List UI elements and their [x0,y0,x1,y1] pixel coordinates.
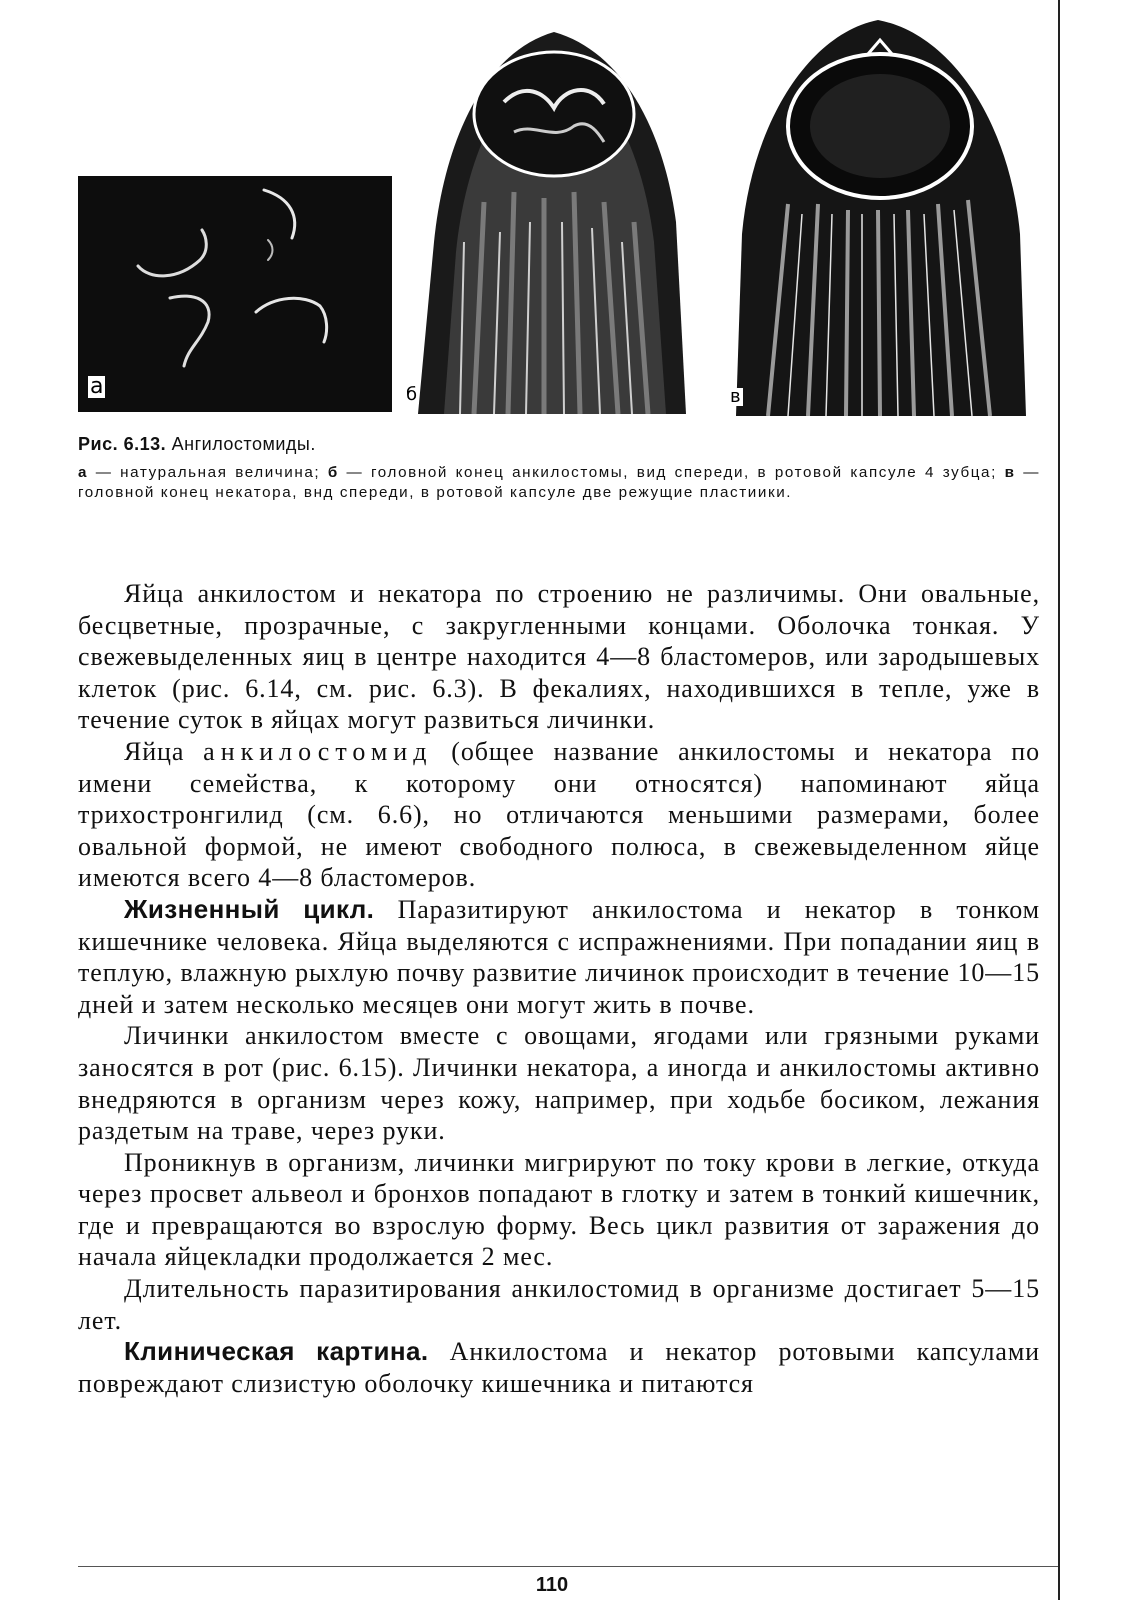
caption-text-a: — натуральная величина; [88,464,328,481]
paragraph-ancylostomid-eggs [78,736,1040,894]
paragraph-text: Яйца [124,736,204,766]
caption-title [78,434,1040,455]
ancylostoma-head-micrograph [404,22,690,414]
bottom-rule [78,1566,1058,1567]
paragraph-text: Анкилостома и некатор ротовыми капсулами повреждают слизистую оболочку кишечника и питаются [78,1337,1040,1398]
necator-head-micrograph [728,14,1028,416]
paragraph-clinical [78,1336,1040,1399]
spaced-term: анкилостомид [203,736,433,766]
panel-label-a: a [90,374,104,399]
figure-caption [78,434,1040,502]
hookworms-natural-size-photo [78,176,392,412]
page-edge [1058,0,1060,1600]
caption-text [78,463,1040,502]
caption-number: Рис. 6.13. [78,434,167,454]
caption-key-b: б [327,464,339,481]
paragraph-eggs: Яйца анкилостом и некатора по строению не различимы. Они овальные, бесцветные, прозрачные, с закругленными концами. Оболочка тонкая. У свежевыделенных яиц в центре находится 4—8 бластомеров, или зародышевых клеток (рис. 6.14, см. рис. 6.3). В фекалиях, находившихся в тепле, уже в течение суток в яйцах могут развиться личинки. [78,579,1040,735]
panel-label-b: б [406,384,418,405]
page-number: 110 [535,1574,569,1596]
caption-key-a: а [78,464,89,481]
caption-key-c: в [1004,464,1016,481]
paragraph-migration: Проникнув в организм, личинки мигрируют по току крови в легкие, откуда через просвет альвеол и бронхов попадают в глотку и затем в тонкий кишечник, где и превращаются во взрослую форму. Весь цикл развития от заражения до начала яйцекладки продолжается 2 мес. [78,1147,1040,1272]
paragraph-duration: Длительность паразитирования анкилостомид в организме достигает 5—15 лет. [78,1274,1040,1335]
main-text [78,578,1040,1399]
panel-label-c: в [730,386,741,407]
paragraph-text: Паразитируют анкилостома и некатор в тонком кишечнике человека. Яйца выделяются с испражнениями. При попадании яиц в теплую, влажную рыхлую почву развитие личинок происходит в течение 10—15 дней и затем несколько месяцев они могут жить в почве. [78,894,1040,1019]
caption-text-c: — головной конец некатора, внд спереди, в ротовой капсуле две режущие пластиики. [78,464,1040,501]
section-lead-life-cycle: Жизненный цикл. [124,893,375,924]
paragraph-text: (общее название анкилостомы и некатора по имени семейства, к которому они относятся) напоминают яйца трихостронгилид (см. 6.6), но отличаются меньшими размерами, более овальной формой, не имеют свободного полюса, в свежевыделенном яйце имеются всего 4—8 бластомеров. [78,736,1040,893]
paragraph-larvae: Личинки анкилостом вместе с овощами, ягодами или грязными руками заносятся в рот (рис. 6.15). Личинки некатора, а иногда и анкилостомы активно внедряются в организм через кожу, например, при ходьбе босиком, лежания раздетым на траве, через руки. [78,1021,1040,1146]
figure-panel-a [78,176,392,412]
paragraph-life-cycle [78,894,1040,1020]
caption-text-b: — головной конец анкилостомы, вид спереди, в ротовой капсуле 4 зубца; [338,464,1005,481]
figure-panel-b [404,22,690,414]
figure-panel-c [728,14,1028,416]
caption-title-text: Ангилостомиды. [166,434,316,454]
section-lead-clinical: Клиническая картина. [124,1336,429,1367]
